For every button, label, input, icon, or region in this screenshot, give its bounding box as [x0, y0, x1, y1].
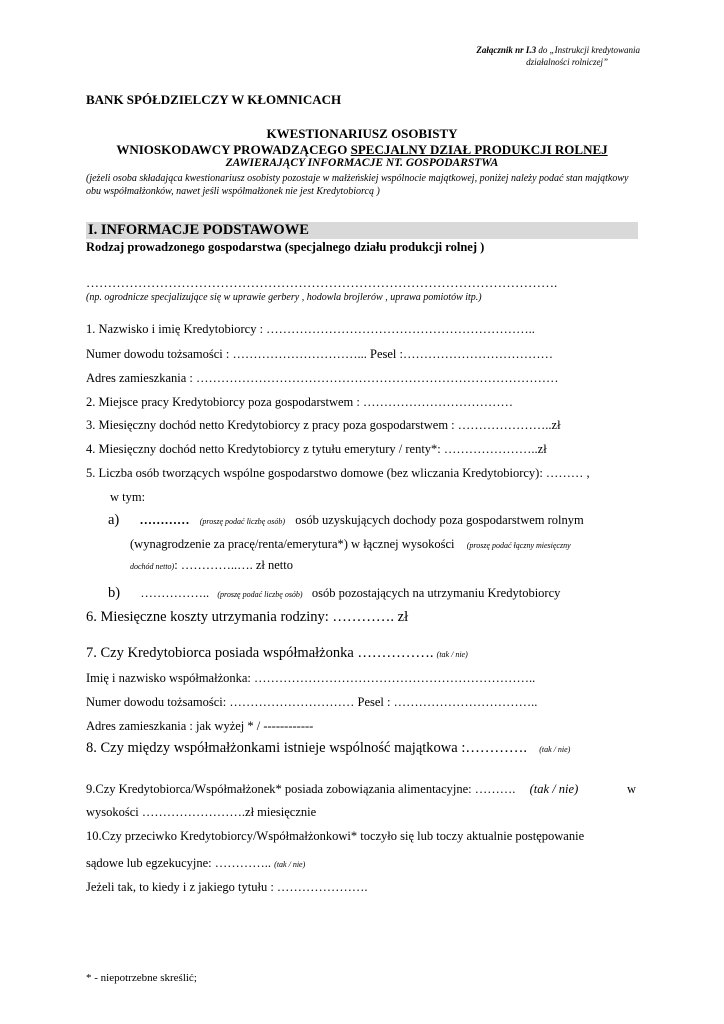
id-document-field[interactable]: Numer dowodu tożsamości : …………………………... Pesel :……………………………… [86, 347, 553, 361]
lawsuit-hint: (tak / nie) [274, 860, 306, 869]
form-note: (jeżeli osoba składająca kwestionariusz osobisty pozostaje w małżeńskiej wspólnocie majątkowej, poniżej należy podać stan majątkowy obu współmałżonków, nawet jeśli współmałżonek nie jest Kredytobiorcą ) [86, 173, 629, 197]
spouse-question-hint: (tak / nie) [436, 650, 468, 659]
household-including-label: w tym: [110, 490, 146, 504]
item-b-label: b) [108, 585, 121, 601]
address-field[interactable]: Adres zamieszkania : …………………………………………………………………………… [86, 371, 559, 385]
earners-income-hint-2: dochód netto) [130, 562, 175, 571]
borrower-name-field[interactable]: 1. Nazwisko i imię Kredytobiorcy : ……………………………………………………….. [86, 322, 535, 336]
spouse-question-row [86, 645, 468, 662]
joint-property-hint: (tak / nie) [539, 745, 571, 754]
alimony-hint: (tak / nie) [529, 782, 579, 796]
family-costs-field[interactable]: 6. Miesięczne koszty utrzymania rodziny: …………. zł [86, 609, 409, 625]
earners-income-field-row [130, 558, 293, 573]
work-income-field[interactable]: 3. Miesięczny dochód netto Kredytobiorcy z pracy poza gospodarstwem : …………………..zł [86, 418, 561, 432]
earners-income-hint: (proszę podać łączny miesięczny [466, 541, 571, 550]
form-title-line2-text: WNIOSKODAWCY PROWADZĄCEGO [116, 142, 351, 157]
farm-type-label: Rodzaj prowadzonego gospodarstwa (specjalnego działu produkcji rolnej ) [86, 240, 485, 254]
earners-income-field[interactable]: : …………..…. zł netto [174, 558, 293, 572]
joint-property-row [86, 740, 570, 757]
form-title: KWESTIONARIUSZ OSOBISTY [266, 126, 458, 141]
earners-row [108, 512, 584, 529]
spouse-id-field[interactable]: Numer dowodu tożsamości: ………………………… Pesel : …………………………….. [86, 695, 538, 709]
alimony-amount-field[interactable]: wysokości …………………….zł miesięcznie [86, 805, 317, 819]
lawsuit-row [86, 856, 305, 871]
spouse-name-field[interactable]: Imię i nazwisko współmałżonka: ………………………………………………………….. [86, 671, 536, 685]
lawsuit-field[interactable]: sądowe lub egzekucyjne: ………….. [86, 856, 272, 870]
dependents-count-hint: (proszę podać liczbę osób) [217, 590, 303, 599]
spouse-question-field[interactable]: 7. Czy Kredytobiorca posiada współmałżonka ……………. [86, 645, 434, 661]
household-count-field[interactable]: 5. Liczba osób tworzących wspólne gospodarstwo domowe (bez wliczania Kredytobiorcy): ……… , [86, 466, 590, 480]
spouse-address-field[interactable]: Adres zamieszkania : jak wyżej * / ------------ [86, 719, 314, 733]
pension-income-field[interactable]: 4. Miesięczny dochód netto Kredytobiorcy z tytułu emerytury / renty*: …………………..zł [86, 442, 547, 456]
alimony-w-word: w [627, 782, 637, 796]
item-a-label: a) [108, 512, 120, 528]
attachment-number: Załącznik nr I.3 [476, 45, 537, 55]
workplace-field[interactable]: 2. Miejsce pracy Kredytobiorcy poza gospodarstwem : ……………………………… [86, 395, 514, 409]
form-subtitle: ZAWIERAJĄCY INFORMACJE NT. GOSPODARSTWA [225, 157, 499, 169]
joint-property-field[interactable]: 8. Czy między współmałżonkami istnieje wspólność majątkowa :…………. [86, 740, 527, 756]
bank-name: BANK SPÓŁDZIELCZY W KŁOMNICACH [86, 92, 342, 107]
earners-income-text: (wynagrodzenie za pracę/renta/emerytura*) w łącznej wysokości [130, 537, 455, 551]
form-title-line2 [86, 142, 638, 158]
form-title-underlined: SPECJALNY DZIAŁ PRODUKCJI ROLNEJ [350, 142, 608, 157]
earners-income-row [130, 537, 571, 552]
alimony-row [86, 782, 578, 797]
section-title: I. INFORMACJE PODSTAWOWE [88, 222, 309, 238]
dependents-row [108, 585, 560, 602]
farm-type-example: (np. ogrodnicze specjalizujące się w uprawie gerbery , hodowla brojlerów , uprawa pomiotów itp.) [86, 292, 482, 303]
lawsuit-question: 10.Czy przeciwko Kredytobiorcy/Współmałżonkowi* toczyło się lub toczy aktualnie postępowanie [86, 829, 585, 843]
attachment-reference [476, 44, 640, 56]
farm-type-field[interactable]: ………………………………………………………………………………………………. [86, 275, 558, 290]
alimony-field[interactable]: 9.Czy Kredytobiorca/Współmałżonek* posiada zobowiązania alimentacyjne: ………. [86, 782, 516, 796]
lawsuit-details-field[interactable]: Jeżeli tak, to kiedy i z jakiego tytułu : …………………. [86, 880, 368, 894]
earners-count-field[interactable]: ………… [139, 513, 190, 527]
earners-text: osób uzyskujących dochody poza gospodarstwem rolnym [295, 513, 584, 527]
footnote: * - niepotrzebne skreślić; [86, 972, 197, 984]
attachment-reference-line2: działalności rolniczej” [526, 57, 608, 67]
dependents-count-field[interactable]: …………….. [140, 586, 210, 600]
earners-count-hint: (proszę podać liczbę osób) [199, 517, 286, 526]
attachment-reference-text: do „Instrukcji kredytowania [536, 45, 640, 55]
dependents-text: osób pozostających na utrzymaniu Kredytobiorcy [311, 586, 561, 600]
